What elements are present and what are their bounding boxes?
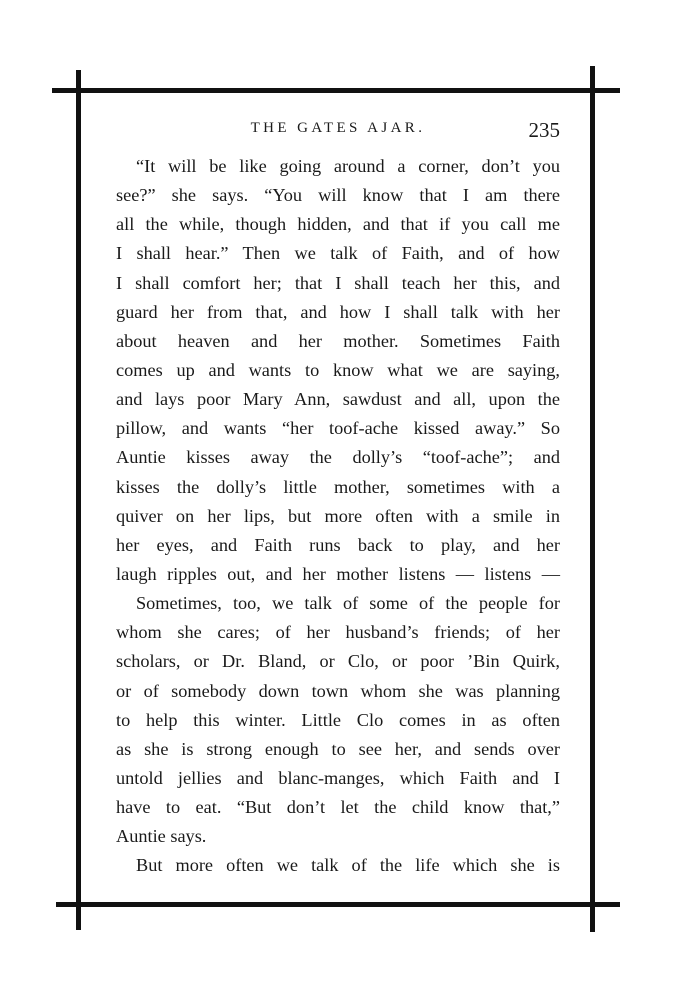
text-line: guard her from that, and how I shall talk with her — [116, 301, 560, 322]
text-line: have to eat. “But don’t let the child know that,” — [116, 797, 560, 818]
frame-rule-bottom — [56, 902, 620, 907]
frame-rule-top — [52, 88, 620, 93]
text-line: or of somebody down town whom she was planning — [116, 680, 560, 701]
body-text — [116, 152, 560, 881]
text-line: kisses the dolly’s little mother, sometimes with a — [116, 476, 560, 497]
text-line: see?” she says. “You will know that I am there — [116, 185, 560, 206]
running-head — [116, 118, 560, 142]
text-line: to help this winter. Little Clo comes in as often — [116, 709, 560, 730]
text-line: her eyes, and Faith runs back to play, and her — [116, 534, 560, 555]
text-line: all the while, though hidden, and that if you call me — [116, 214, 560, 235]
frame-rule-right — [590, 66, 595, 932]
text-line: whom she cares; of her husband’s friends; of her — [116, 622, 560, 643]
text-line: I shall comfort her; that I shall teach her this, and — [116, 272, 560, 293]
text-line: But more often we talk of the life which she is — [136, 855, 560, 876]
text-line: Auntie says. — [116, 826, 207, 847]
page-number: 235 — [528, 118, 560, 142]
text-line: “It will be like going around a corner, don’t you — [136, 156, 560, 176]
frame-rule-left — [76, 70, 81, 930]
text-line: comes up and wants to know what we are saying, — [116, 359, 560, 380]
text-line: Auntie kisses away the dolly’s “toof-ache”; and — [116, 447, 560, 468]
text-line: quiver on her lips, but more often with a smile in — [116, 505, 560, 526]
text-line: untold jellies and blanc-manges, which Faith and I — [116, 767, 560, 788]
running-title: THE GATES AJAR. — [250, 120, 426, 136]
text-line: Sometimes, too, we talk of some of the people for — [136, 593, 560, 614]
text-line: and lays poor Mary Ann, sawdust and all, upon the — [116, 389, 560, 410]
text-line: scholars, or Dr. Bland, or Clo, or poor ’Bin Quirk, — [116, 651, 560, 672]
text-line: about heaven and her mother. Sometimes Faith — [116, 330, 560, 351]
text-line: pillow, and wants “her toof-ache kissed away.” So — [116, 418, 560, 439]
text-line: as she is strong enough to see her, and sends over — [116, 738, 560, 759]
text-line: laugh ripples out, and her mother listens — listens — — [116, 563, 560, 584]
text-line: I shall hear.” Then we talk of Faith, and of how — [116, 243, 560, 264]
